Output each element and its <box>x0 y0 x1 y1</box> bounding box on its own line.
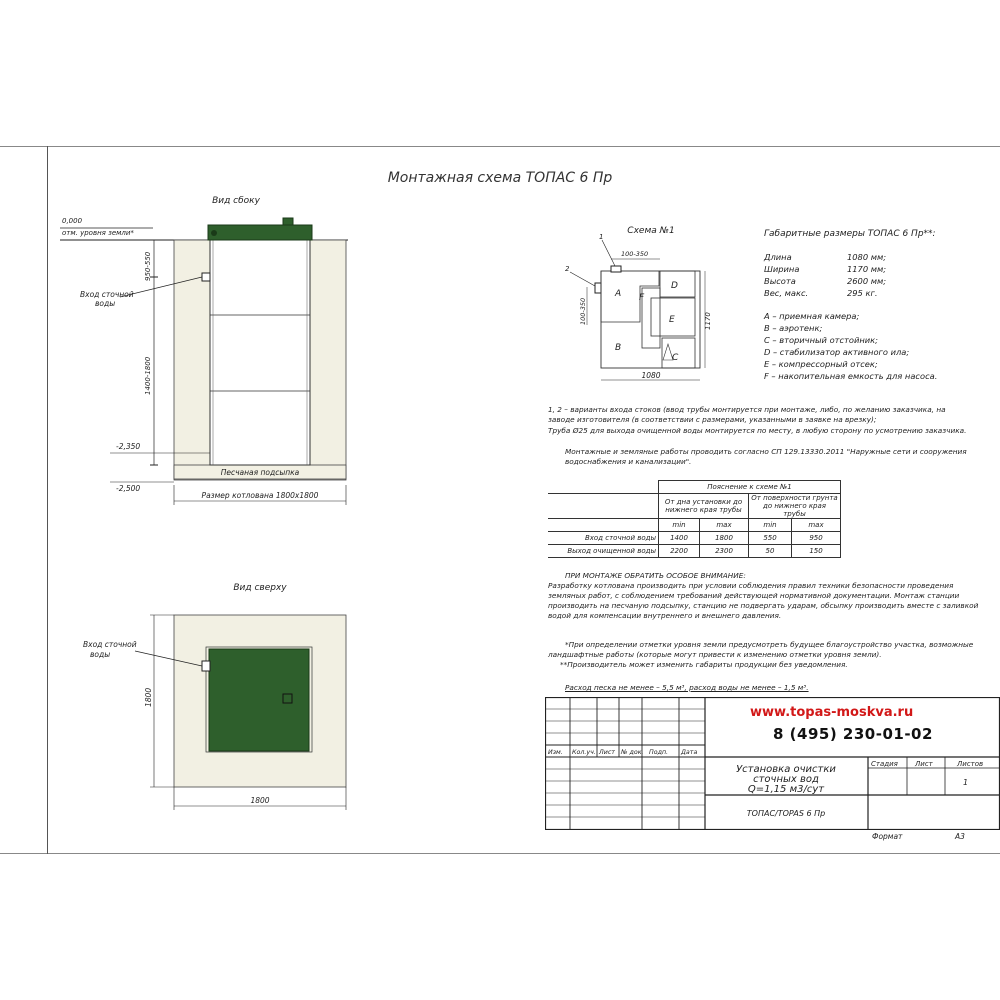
footnote-0: *При определении отметки уровня земли предусмотреть будущее благоустройство участка, возможные <box>565 640 974 649</box>
sheets-header: Листов <box>957 760 984 768</box>
scheme-num2: 2 <box>565 265 570 273</box>
sheet-header: Лист <box>915 760 933 768</box>
footnote-2: **Производитель может изменить габариты продукции без уведомления. <box>560 660 848 669</box>
product-name-2: сточных вод <box>753 774 819 785</box>
legend-f: F – накопительная емкость для насоса. <box>764 371 938 381</box>
table-row1-v0: 2200 <box>659 545 700 558</box>
consumption-note: Расход песка не менее – 5,5 м³, расход воды не менее – 1,5 м³. <box>565 683 809 692</box>
footnote-1: ландшафтные работы (которые могут привести к изменению отметки уровня земли). <box>548 650 882 659</box>
dims-heading: Габаритные размеры ТОПАС 6 Пр**: <box>764 229 936 239</box>
drawing-title: Монтажная схема ТОПАС 6 Пр <box>387 170 613 186</box>
attention-1: Разработку котлована производить при условии соблюдения правил техники безопасности проведения <box>548 581 954 590</box>
notes1-line0: 1, 2 – варианты входа стоков (ввод трубы монтируется при монтаже, либо, по желанию заказчика, на <box>548 405 946 414</box>
dim-row-name-1: Ширина <box>764 264 800 274</box>
dim-row-name-0: Длина <box>764 252 792 262</box>
attention-0: ПРИ МОНТАЖЕ ОБРАТИТЬ ОСОБОЕ ВНИМАНИЕ: <box>565 571 746 580</box>
table-row0-label: Вход сточной воды <box>548 532 659 545</box>
table-group2: От поверхности грунта до нижнего края трубы <box>749 494 841 519</box>
dim-row-name-2: Высота <box>764 276 796 286</box>
table-row1-label: Выход очищенной воды <box>548 545 659 558</box>
table-sub-2: min <box>749 519 792 532</box>
scheme1-label: Схема №1 <box>627 226 675 236</box>
stage-header: Стадия <box>871 760 898 768</box>
attention-2: земляных работ, с соблюдением требований действующей нормативной документации. Монтаж станции <box>548 591 960 600</box>
table-sub-3: max <box>792 519 841 532</box>
top-view-drawing <box>50 575 360 820</box>
top-inlet-line2: воды <box>90 650 111 659</box>
table-sub-0: min <box>659 519 700 532</box>
table-group1: От дна установки до нижнего края трубы <box>659 494 749 519</box>
legend-e: Е – компрессорный отсек; <box>764 359 878 369</box>
top-tank <box>209 649 309 751</box>
col-kolych: Кол.уч. <box>572 749 596 756</box>
top-inlet-box <box>202 661 210 671</box>
scheme1-drawing <box>555 220 725 390</box>
notes2-line1: водоснабжения и канализации". <box>565 457 692 466</box>
dim-row-name-3: Вес, макс. <box>764 288 809 298</box>
attention-4: водой для компенсации внутреннего и внешнего давления. <box>548 611 782 620</box>
col-ndok: № док. <box>621 749 644 756</box>
top-inlet-line1: Вход сточной <box>83 640 137 649</box>
dim-row-value-1: 1170 мм; <box>847 264 887 274</box>
table-caption: Пояснение к схеме №1 <box>659 481 841 494</box>
zone-e: E <box>669 315 675 325</box>
table-row0-v2: 550 <box>749 532 792 545</box>
top-view-label: Вид сверху <box>233 583 287 593</box>
dim-mid: 1400-1800 <box>144 356 152 395</box>
explanation-table <box>548 480 841 558</box>
zone-b: B <box>615 343 622 353</box>
level-2350: -2,350 <box>116 442 141 451</box>
website-url[interactable]: www.topas-moskva.ru <box>750 705 914 720</box>
phone-number: 8 (495) 230-01-02 <box>773 725 933 743</box>
tank-lid <box>208 225 312 240</box>
top-dim-vertical: 1800 <box>144 687 153 707</box>
col-list: Лист <box>599 749 615 756</box>
zone-d: D <box>671 281 678 291</box>
notes1-line2: Труба Ø25 для выхода очищенной воды монтируется по месту, в любую сторону по усмотрению заказчика. <box>548 426 967 435</box>
top-dim-horizontal: 1800 <box>250 796 270 805</box>
zone-a: A <box>615 289 622 299</box>
scheme-dim-bottom: 1080 <box>641 371 661 380</box>
scheme-dim-left: 100-350 <box>579 297 587 325</box>
table-row1-v2: 50 <box>749 545 792 558</box>
table-row1-v1: 2300 <box>700 545 749 558</box>
side-inlet-line2: воды <box>95 299 116 308</box>
dim-row-value-0: 1080 мм; <box>847 252 887 262</box>
pit-size-label: Размер котлована 1800x1800 <box>201 491 319 500</box>
col-data: Дата <box>681 749 698 756</box>
table-row0-v0: 1400 <box>659 532 700 545</box>
scheme-num1: 1 <box>599 233 604 241</box>
dim-top: 950-550 <box>144 251 152 281</box>
scheme-dim-top: 100-350 <box>621 250 649 258</box>
sheets-value: 1 <box>963 778 969 787</box>
tank-body <box>210 240 310 465</box>
notes1-line1: заводе изготовителя (в соответствии с размерами, указанными в заявке на врезку); <box>548 415 877 424</box>
table-sub-1: max <box>700 519 749 532</box>
level-zero: 0,000 <box>62 217 83 225</box>
side-view-label: Вид сбоку <box>212 196 260 206</box>
col-podp: Подп. <box>649 749 669 756</box>
dim-row-value-3: 295 кг. <box>847 288 878 298</box>
level-2500: -2,500 <box>116 484 141 493</box>
dim-row-value-2: 2600 мм; <box>847 276 887 286</box>
legend-a: А – приемная камера; <box>764 311 860 321</box>
format-value: А3 <box>955 832 965 841</box>
sand-label: Песчаная подсыпка <box>220 468 300 477</box>
legend-c: С – вторичный отстойник; <box>764 335 878 345</box>
product-name-1: Установка очистки <box>736 764 836 775</box>
col-izm: Изм. <box>548 749 563 756</box>
zone-c: C <box>672 353 679 363</box>
format-label: Формат <box>872 832 903 841</box>
table-row1-v3: 150 <box>792 545 841 558</box>
side-view-drawing <box>50 185 360 515</box>
legend-b: В – аэротенк; <box>764 323 823 333</box>
notes2-line0: Монтажные и земляные работы проводить согласно СП 129.13330.2011 "Наружные сети и сооружения <box>565 447 967 456</box>
inlet-box <box>202 273 210 281</box>
scheme-dim-right: 1170 <box>704 312 712 330</box>
side-inlet-line1: Вход сточной <box>80 290 134 299</box>
table-row0-v1: 1800 <box>700 532 749 545</box>
table-row0-v3: 950 <box>792 532 841 545</box>
legend-d: D – стабилизатор активного ила; <box>764 347 910 357</box>
product-name-3: Q=1,15 м3/сут <box>747 784 825 795</box>
zone-f: F <box>639 293 645 303</box>
level-zero-caption: отм. уровня земли* <box>62 229 134 237</box>
product-code: ТОПАС/TOPAS 6 Пр <box>746 809 826 818</box>
attention-3: производить на песчаную подсыпку, станцию не подвергать ударам, обсыпку производить вместе с заливкой <box>548 601 979 610</box>
